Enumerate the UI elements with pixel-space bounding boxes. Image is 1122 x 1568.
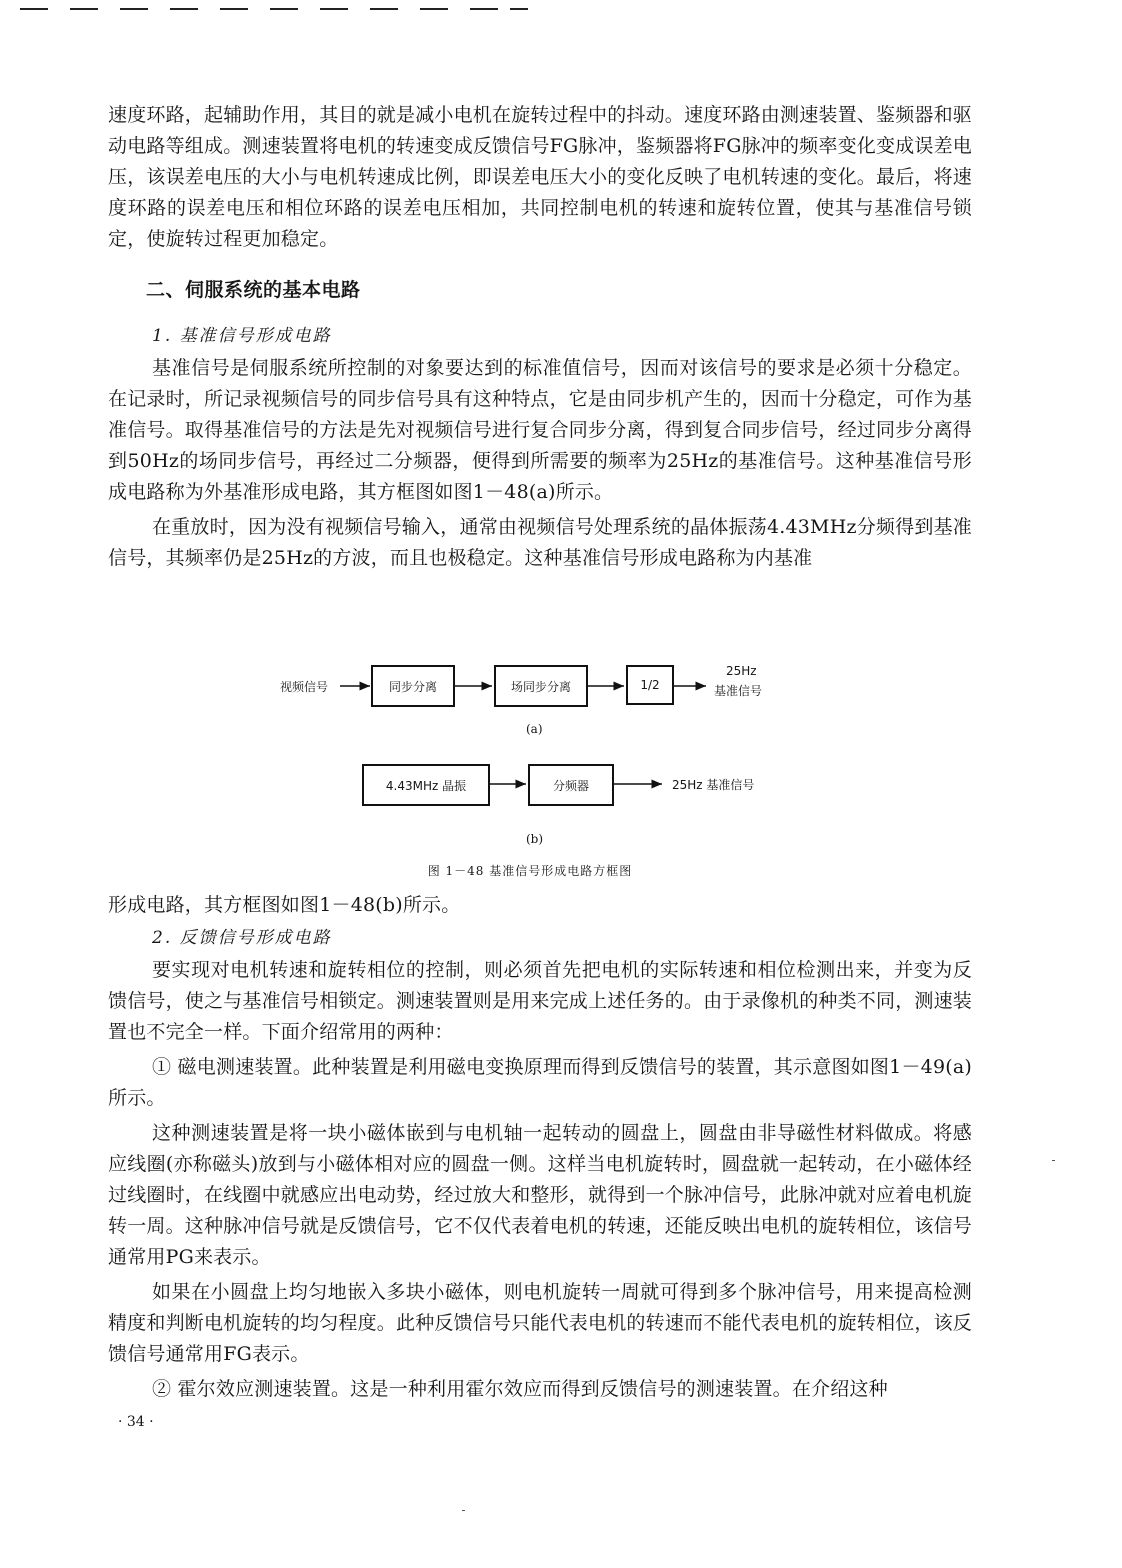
scan-speck [462,1510,465,1511]
section-heading: 二、伺服系统的基本电路 [146,279,361,301]
subsection-1-paragraph-2: 在重放时，因为没有视频信号输入，通常由视频信号处理系统的晶体振荡4.43MHz分频得到基准信号，其频率仍是25Hz的方波，而且也极稳定。这种基准信号形成电路称为内基准 [108,516,972,569]
subsection-2-item-2: ② 霍尔效应测速装置。这是一种利用霍尔效应而得到反馈信号的测速装置。在介绍这种 [152,1378,888,1400]
diagram-b-crystal-box: 4.43MHz 晶振 [362,764,490,806]
diagram-a-field-sync-box: 场同步分离 [494,665,588,707]
diagram-a-divider-box: 1/2 [626,665,674,705]
diagram-a-output-freq: 25Hz [726,664,757,678]
diagram-b-output-label: 25Hz 基准信号 [672,778,755,792]
diagram-a-caption: (a) [526,722,543,736]
lower-text-block [108,890,972,1405]
subsection-1-paragraph-1: 基准信号是伺服系统所控制的对象要达到的标准值信号，因而对该信号的要求是必须十分稳定。在记录时，所记录视频信号的同步信号具有这种特点，它是由同步机产生的，因而十分稳定，可作为基准信号。取得基准信号的方法是先对视频信号进行复合同步分离，得到复合同步信号，经过同步分离得到50Hz的场同步信号，再经过二分频器，便得到所需要的频率为25Hz的基准信号。这种基准信号形成电路称为外基准形成电路，其方框图如图1－48(a)所示。 [108,357,973,503]
subsection-2-paragraph-2: 这种测速装置是将一块小磁体嵌到与电机轴一起转动的圆盘上，圆盘由非导磁性材料做成。将感应线圈(亦称磁头)放到与小磁体相对应的圆盘一侧。这样当电机旋转时，圆盘就一起转动，在小磁体经过线圈时，在线圈中就感应出电动势，经过放大和整形，就得到一个脉冲信号，此脉冲就对应着电机旋转一周。这种脉冲信号就是反馈信号，它不仅代表着电机的转速，还能反映出电机的旋转相位，该信号通常用PG来表示。 [108,1122,973,1268]
scan-edge-dashes [0,6,540,12]
subsection-2-paragraph-3: 如果在小圆盘上均匀地嵌入多块小磁体，则电机旋转一周就可得到多个脉冲信号，用来提高检测精度和判断电机旋转的均匀程度。此种反馈信号只能代表电机的转速而不能代表电机的旋转相位，该反馈信号通常用FG表示。 [108,1281,973,1365]
diagram-a-output-label: 基准信号 [714,684,763,698]
scan-speck [1052,1160,1055,1161]
diagram-b-caption: (b) [526,832,544,846]
figure-1-48 [270,652,790,882]
subsection-2-paragraph-1: 要实现对电机转速和旋转相位的控制，则必须首先把电机的实际转速和相位检测出来，并变为反馈信号，使之与基准信号相锁定。测速装置则是用来完成上述任务的。由于录像机的种类不同，测速装置也不完全一样。下面介绍常用的两种： [108,959,973,1043]
diagram-b-divider-box: 分频器 [528,764,614,806]
subsection-2-item-1: ① 磁电测速装置。此种装置是利用磁电变换原理而得到反馈信号的装置，其示意图如图1－49(a)所示。 [108,1056,972,1109]
top-paragraph: 速度环路，起辅助作用，其目的就是减小电机在旋转过程中的抖动。速度环路由测速装置、鉴频器和驱动电路等组成。测速装置将电机的转速变成反馈信号FG脉冲，鉴频器将FG脉冲的频率变化变成误差电压，该误差电压的大小与电机转速成比例，即误差电压大小的变化反映了电机转速的变化。最后，将速度环路的误差电压和相位环路的误差电压相加，共同控制电机的转速和旋转位置，使其与基准信号锁定，使旋转过程更加稳定。 [108,104,973,250]
figure-caption: 图 1－48 基准信号形成电路方框图 [427,864,633,878]
diagram-a-input-label: 视频信号 [280,680,329,694]
subsection-1-heading: 1. 基准信号形成电路 [152,326,332,346]
upper-text-block [108,100,972,574]
diagram-a-sync-separation-box: 同步分离 [371,665,455,707]
subsection-1-continuation: 形成电路，其方框图如图1－48(b)所示。 [108,894,461,916]
page-number: · 34 · [118,1414,154,1430]
subsection-2-heading: 2. 反馈信号形成电路 [152,928,332,948]
